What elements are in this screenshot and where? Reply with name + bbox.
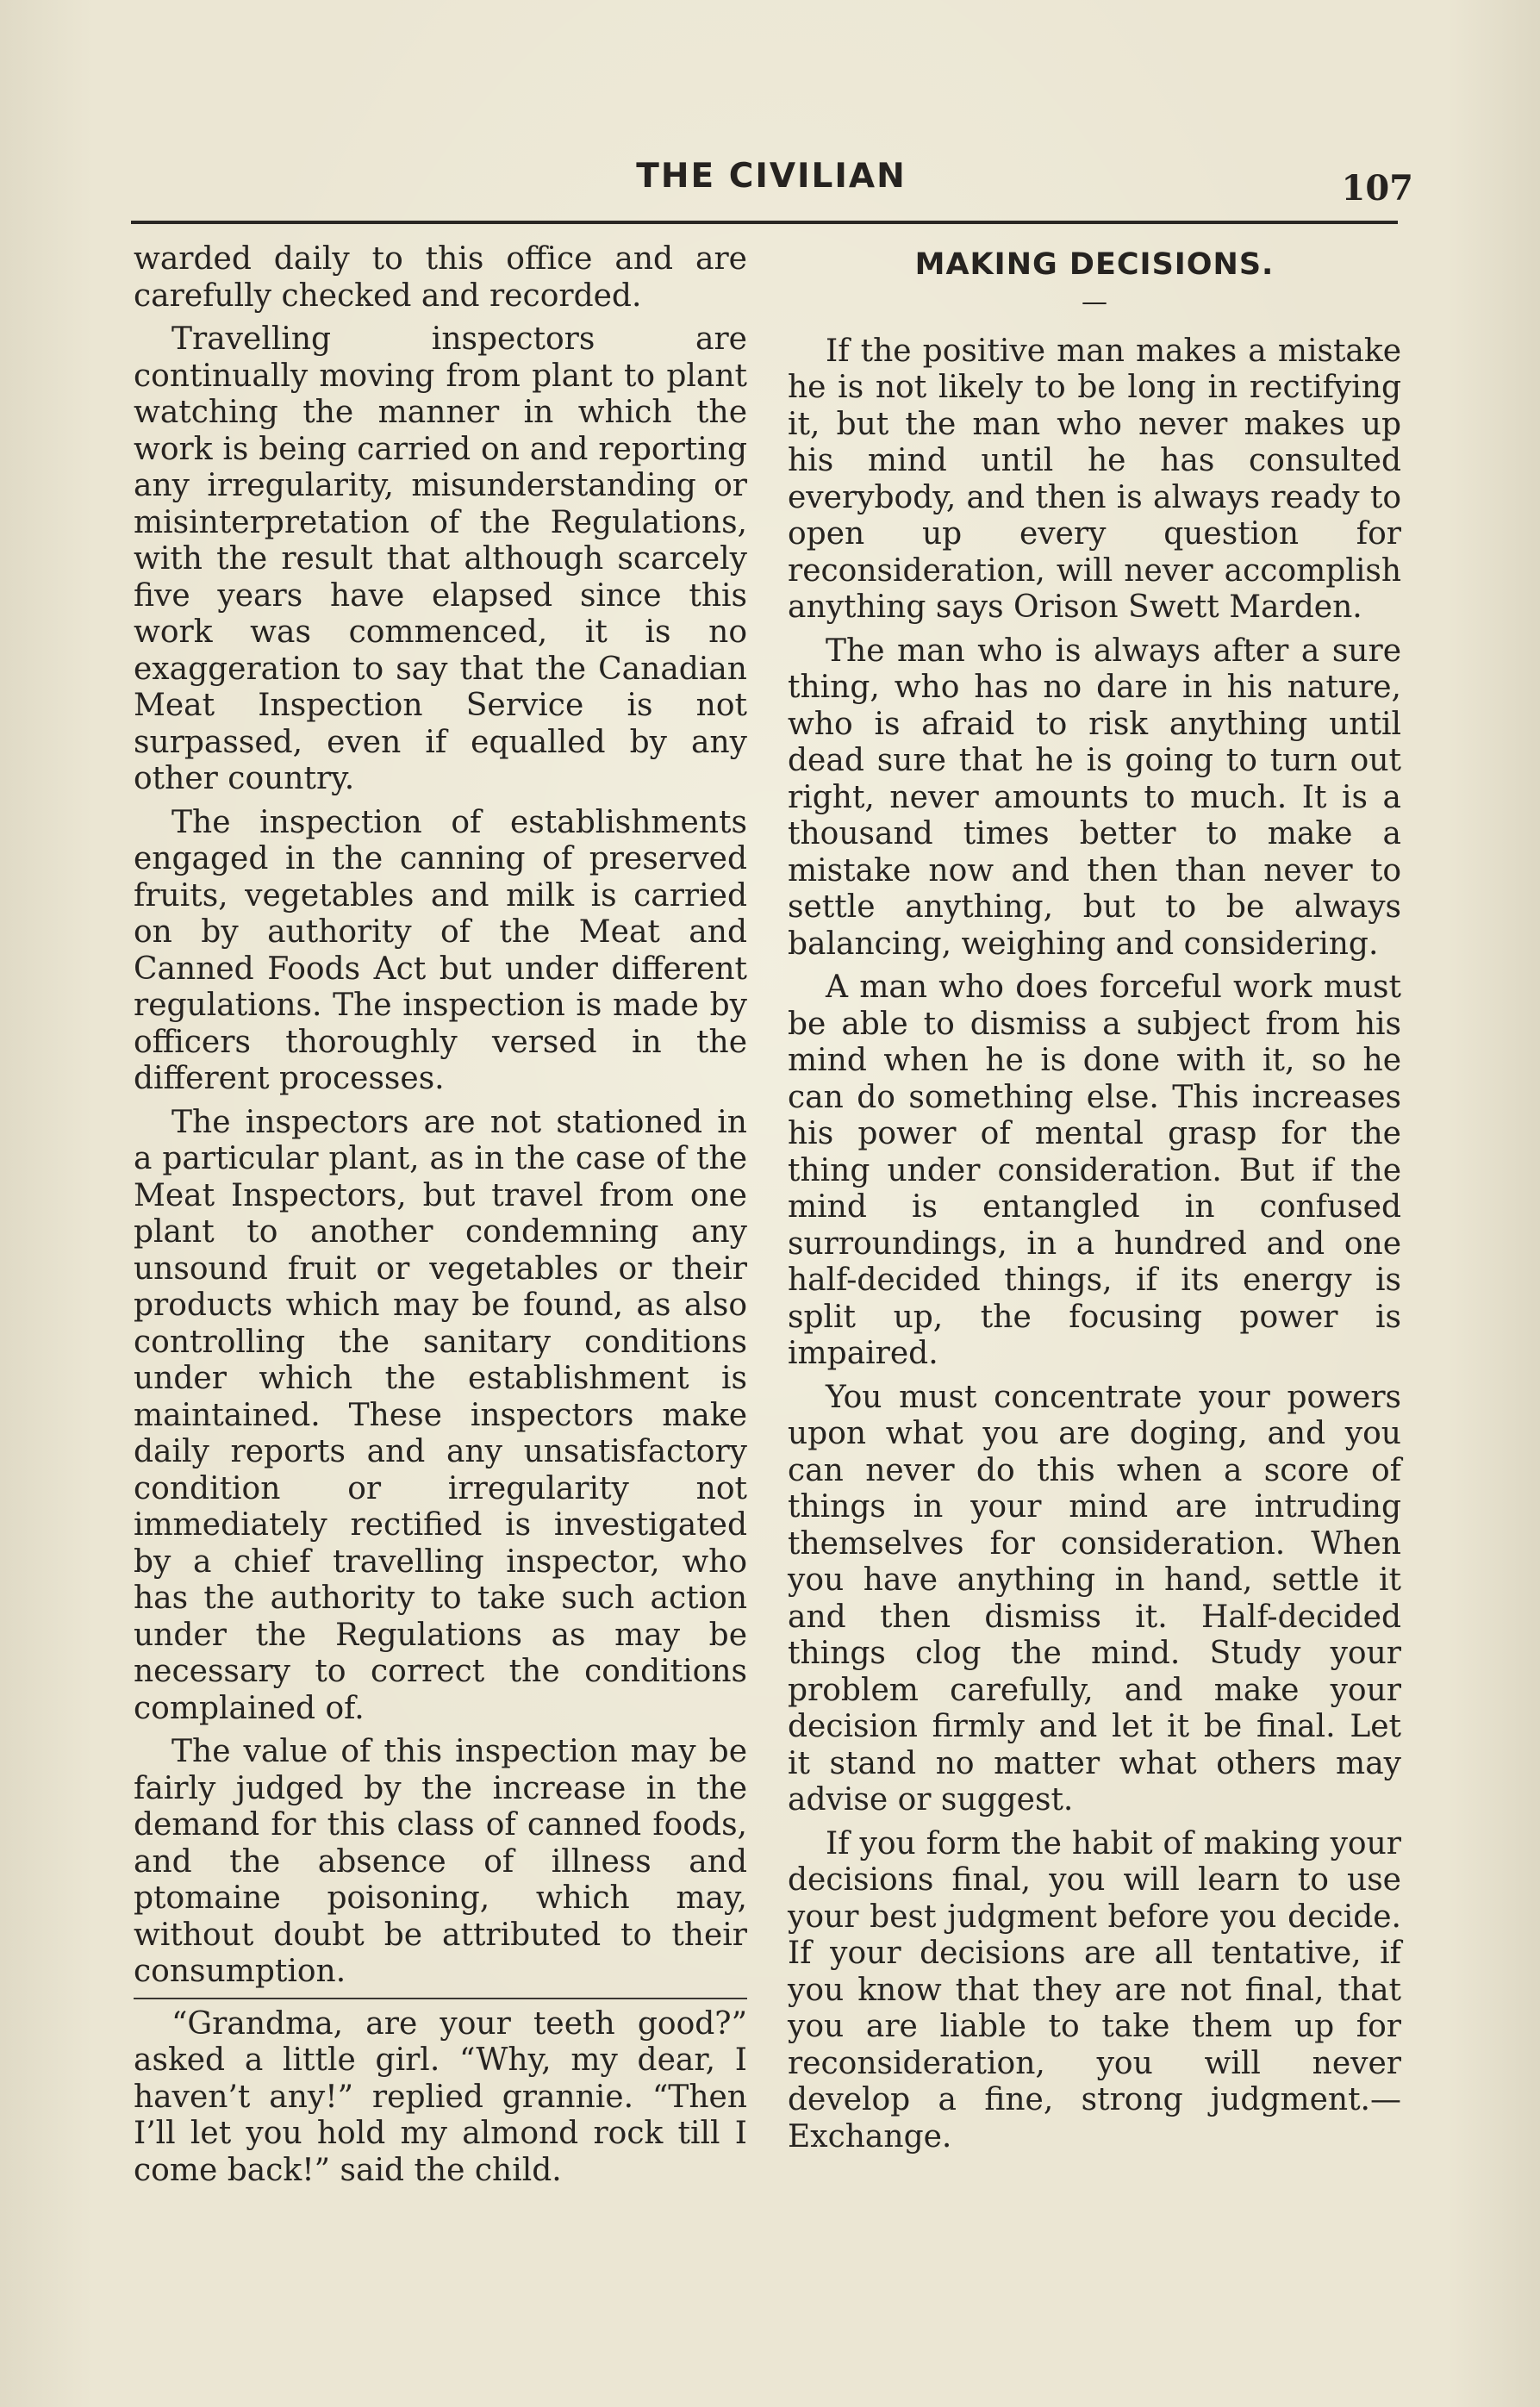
header-rule bbox=[131, 221, 1398, 224]
article-heading: MAKING DECISIONS. bbox=[914, 247, 1275, 282]
right-column bbox=[788, 241, 1401, 2162]
left-paragraph-1: warded daily to this office and are carefully checked and recorded. bbox=[134, 241, 747, 314]
page-number: 107 bbox=[1341, 168, 1413, 209]
right-paragraph-1: If the positive man makes a mistake he is not likely to be long in rectifying it, but the man who never makes up his mind until he has consulted everybody, and then is always ready to open up every question for reconsideration, will never accomplish anything says Orison Swett Marden. bbox=[788, 333, 1401, 625]
running-title: THE CIVILIAN bbox=[636, 157, 907, 196]
anecdote-paragraph: “Grandma, are your teeth good?” asked a little girl. “Why, my dear, I haven’t any!” replied grannie. “Then I’ll let you hold my almond rock till I come back!” said the child. bbox=[134, 2005, 747, 2188]
left-paragraph-5: The value of this inspection may be fairly judged by the increase in the demand for this class of canned foods, and the absence of illness and ptomaine poisoning, which may, without doubt be attributed to their consumption. bbox=[134, 1734, 747, 1989]
heading-dash: — bbox=[1082, 286, 1107, 317]
right-paragraph-5: If you form the habit of making your decisions final, you will learn to use your best judgment before you decide. If your decisions are all tentative, if you know that they are not final, that you are liable to take them up for reconsideration, you will never develop a fine, strong judgment.—Exchange. bbox=[788, 1825, 1401, 2154]
left-column bbox=[134, 241, 747, 2196]
right-paragraph-2: The man who is always after a sure thing, who has no dare in his nature, who is afraid to risk anything until dead sure that he is going to turn out right, never amounts to much. It is a thousand times better to make a mistake now and then than never to settle anything, but to be always balancing, weighing and considering. bbox=[788, 633, 1401, 962]
left-paragraph-4: The inspectors are not stationed in a particular plant, as in the case of the Meat Inspectors, but travel from one plant to another condemning any unsound fruit or vegetables or their products which may be found, as also controlling the sanitary conditions under which the establishment is maintained. These inspectors make daily reports and any unsatisfactory condition or irregularity not immediately rectified is investigated by a chief travelling inspector, who has the authority to take such action under the Regulations as may be necessary to correct the conditions complained of. bbox=[134, 1104, 747, 1726]
column-section-rule bbox=[134, 1998, 747, 1999]
left-paragraph-2: Travelling inspectors are continually moving from plant to plant watching the manner in which the work is being carried on and reporting any irregularity, misunderstanding or misinterpretation of the Regulations, with the result that although scarcely five years have elapsed since this work was commenced, it is no exaggeration to say that the Canadian Meat Inspection Service is not surpassed, even if equalled by any other country. bbox=[134, 321, 747, 796]
left-paragraph-3: The inspection of establishments engaged in the canning of preserved fruits, vegetables and milk is carried on by authority of the Meat and Canned Foods Act but under different regulations. The inspection is made by officers thoroughly versed in the different processes. bbox=[134, 804, 747, 1096]
right-paragraph-3: A man who does forceful work must be able to dismiss a subject from his mind when he is done with it, so he can do something else. This increases his power of mental grasp for the thing under consideration. But if the mind is entangled in confused surroundings, in a hundred and one half-decided things, if its energy is split up, the focusing power is impaired. bbox=[788, 970, 1401, 1371]
right-paragraph-4: You must concentrate your powers upon what you are doging, and you can never do this when a score of things in your mind are intruding themselves for consideration. When you have anything in hand, settle it and then dismiss it. Half-decided things clog the mind. Study your problem carefully, and make your decision firmly and let it be final. Let it stand no matter what others may advise or suggest. bbox=[788, 1379, 1401, 1818]
